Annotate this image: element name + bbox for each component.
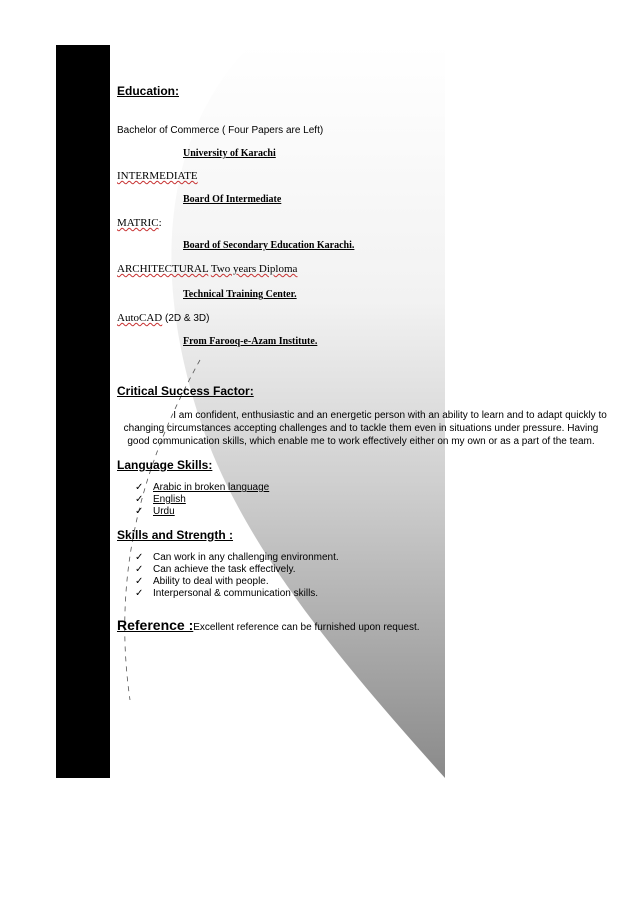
reference-line [117,617,420,635]
education-bcom: Bachelor of Commerce ( Four Papers are Left) [117,125,324,136]
education-arch-word: ARCHITECTURAL [117,263,209,275]
checkmark-icon: ✓ [135,494,144,505]
skills-list [135,552,339,600]
checkmark-icon: ✓ [135,588,144,599]
csf-paragraph: I am confident, enthusiastic and an energetic person with an ability to learn and to adapt quickly to changing circumstances accepting challenges and to tackle them even in situations under pressure. Having good communication skills, which enable me to work effectively either on my own or as a part of the team. [123,410,607,447]
reference-text: Excellent reference can be furnished upon request. [193,622,420,633]
language-list [135,482,269,518]
list-item [135,552,339,564]
education-matric-institute: Board of Secondary Education Karachi. [183,240,355,251]
education-arch-institute: Technical Training Center. [183,289,297,300]
education-heading: Education: [117,84,179,98]
education-autocad [117,312,209,324]
checkmark-icon: ✓ [135,552,144,563]
education-inter-word: INTERMEDIATE [117,170,198,182]
skill-item: Can achieve the task effectively. [153,564,296,575]
language-item: Arabic in broken language [153,482,270,493]
csf-heading: Critical Success Factor: [117,384,254,398]
checkmark-icon: ✓ [135,576,144,587]
list-item [135,482,269,494]
skills-heading: Skills and Strength : [117,528,234,542]
education-inter [117,170,198,182]
education-matric-colon: : [158,217,162,229]
list-item [135,564,339,576]
education-matric-word: MATRIC [117,217,159,229]
list-item [135,588,339,600]
skill-item: Interpersonal & communication skills. [153,588,319,599]
education-autocad-rest: (2D & 3D) [165,313,210,324]
education-autocad-word: AutoCAD [117,312,163,324]
skill-item: Can work in any challenging environment. [153,552,339,563]
skill-item: Ability to deal with people. [153,576,269,587]
language-item: Urdu [153,506,175,517]
language-item: English [153,494,186,505]
checkmark-icon: ✓ [135,506,144,517]
language-skills-heading: Language Skills: [117,458,213,472]
education-arch-rest: Two years Diploma [210,263,298,275]
list-item [135,494,269,506]
education-arch [117,263,297,275]
black-sidebar-bar [56,45,110,778]
list-item [135,576,339,588]
list-item [135,506,269,518]
checkmark-icon: ✓ [135,564,144,575]
education-autocad-institute: From Farooq-e-Azam Institute. [183,336,318,347]
education-inter-institute: Board Of Intermediate [183,194,282,205]
education-matric [117,217,162,229]
reference-heading: Reference : [117,617,194,633]
education-bcom-institute: University of Karachi [183,148,276,159]
checkmark-icon: ✓ [135,482,144,493]
